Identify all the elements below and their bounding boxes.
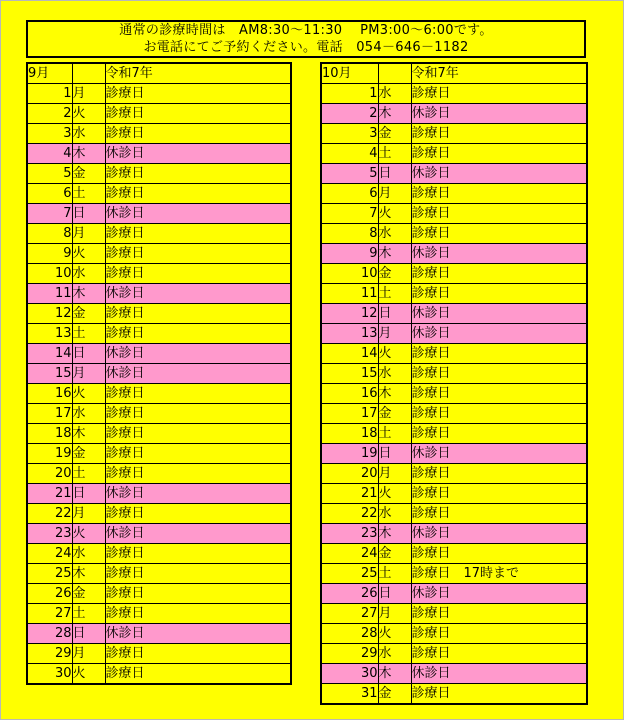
calendar-day-row	[27, 224, 291, 244]
calendar-day-row	[27, 604, 291, 624]
status-label: 診療日	[411, 464, 587, 484]
calendar-day-row	[321, 84, 587, 104]
day-number: 9	[321, 244, 378, 264]
status-label: 診療日	[411, 684, 587, 705]
calendar-day-row	[27, 124, 291, 144]
calendar-day-row	[27, 404, 291, 424]
day-number: 24	[27, 544, 72, 564]
weekday-label: 木	[72, 424, 105, 444]
weekday-label: 月	[72, 224, 105, 244]
calendar-day-row	[321, 344, 587, 364]
day-number: 15	[27, 364, 72, 384]
status-label: 診療日	[105, 104, 291, 124]
status-label: 休診日	[411, 304, 587, 324]
calendar-day-row	[321, 124, 587, 144]
status-label: 診療日	[105, 164, 291, 184]
day-number: 5	[321, 164, 378, 184]
day-number: 31	[321, 684, 378, 705]
day-number: 10	[321, 264, 378, 284]
calendar-day-row	[321, 104, 587, 124]
status-label: 診療日	[411, 504, 587, 524]
weekday-label: 土	[378, 284, 411, 304]
calendar-day-row	[27, 244, 291, 264]
status-label: 診療日	[411, 644, 587, 664]
calendar-day-row	[27, 384, 291, 404]
weekday-label: 金	[378, 684, 411, 705]
weekday-label: 月	[378, 604, 411, 624]
calendar-day-row	[321, 664, 587, 684]
weekday-label: 月	[72, 644, 105, 664]
weekday-label: 火	[72, 664, 105, 685]
weekday-label: 火	[72, 384, 105, 404]
calendar-day-row	[321, 404, 587, 424]
status-label: 診療日	[105, 604, 291, 624]
status-label: 診療日	[105, 184, 291, 204]
weekday-label: 水	[378, 224, 411, 244]
month-label: 10月	[321, 63, 378, 84]
calendar-day-row	[27, 204, 291, 224]
calendar-day-row	[321, 644, 587, 664]
weekday-label: 木	[378, 664, 411, 684]
calendar-day-row	[321, 164, 587, 184]
weekday-label: 水	[378, 84, 411, 104]
calendar-day-row	[321, 264, 587, 284]
status-label: 休診日	[411, 244, 587, 264]
weekday-label: 火	[378, 484, 411, 504]
status-label: 診療日	[411, 624, 587, 644]
weekday-label: 金	[72, 164, 105, 184]
status-label: 診療日	[105, 444, 291, 464]
status-label: 診療日	[411, 124, 587, 144]
calendar-day-row	[27, 464, 291, 484]
weekday-label: 木	[378, 104, 411, 124]
status-label: 診療日	[105, 84, 291, 104]
calendar-day-row	[321, 504, 587, 524]
hours-line: 通常の診療時間は AM8:30～11:30 PM3:00～6:00です。	[119, 23, 493, 38]
day-number: 30	[321, 664, 378, 684]
calendar-day-row	[27, 644, 291, 664]
day-number: 29	[27, 644, 72, 664]
day-number: 9	[27, 244, 72, 264]
status-label: 診療日	[411, 224, 587, 244]
status-label: 診療日 17時まで	[411, 564, 587, 584]
day-number: 27	[27, 604, 72, 624]
weekday-label: 水	[378, 364, 411, 384]
day-number: 21	[321, 484, 378, 504]
status-label: 診療日	[105, 304, 291, 324]
calendar-day-row	[27, 524, 291, 544]
calendar-day-row	[27, 624, 291, 644]
day-number: 16	[321, 384, 378, 404]
status-label: 診療日	[411, 344, 587, 364]
calendar-header-row	[321, 63, 587, 84]
calendar-day-row	[321, 144, 587, 164]
calendar-day-row	[27, 544, 291, 564]
weekday-label: 金	[72, 584, 105, 604]
calendar-day-row	[321, 184, 587, 204]
status-label: 診療日	[105, 584, 291, 604]
status-label: 診療日	[411, 604, 587, 624]
calendar-day-row	[321, 224, 587, 244]
calendar-day-row	[321, 384, 587, 404]
status-label: 診療日	[411, 204, 587, 224]
day-number: 1	[321, 84, 378, 104]
calendar-day-row	[27, 584, 291, 604]
day-number: 25	[321, 564, 378, 584]
status-label: 診療日	[105, 424, 291, 444]
day-number: 2	[27, 104, 72, 124]
calendar-day-row	[27, 504, 291, 524]
status-label: 診療日	[105, 544, 291, 564]
weekday-label: 土	[72, 464, 105, 484]
weekday-label: 水	[72, 404, 105, 424]
weekday-label: 土	[72, 324, 105, 344]
calendar-day-row	[321, 484, 587, 504]
calendar-day-row	[27, 84, 291, 104]
weekday-label: 木	[378, 244, 411, 264]
day-number: 11	[321, 284, 378, 304]
calendar-day-row	[27, 284, 291, 304]
status-label: 休診日	[105, 524, 291, 544]
calendar-day-row	[321, 564, 587, 584]
day-number: 28	[321, 624, 378, 644]
weekday-label: 日	[378, 444, 411, 464]
status-label: 休診日	[105, 144, 291, 164]
weekday-label: 月	[72, 84, 105, 104]
status-label: 診療日	[411, 84, 587, 104]
weekday-label: 金	[72, 444, 105, 464]
weekday-label: 火	[378, 344, 411, 364]
status-label: 診療日	[411, 384, 587, 404]
calendar-day-row	[27, 164, 291, 184]
day-number: 7	[321, 204, 378, 224]
day-number: 22	[321, 504, 378, 524]
day-number: 17	[321, 404, 378, 424]
weekday-label: 木	[72, 144, 105, 164]
status-label: 診療日	[411, 484, 587, 504]
calendar-day-row	[321, 544, 587, 564]
day-number: 13	[27, 324, 72, 344]
calendar-day-row	[27, 304, 291, 324]
day-number: 3	[27, 124, 72, 144]
calendar-day-row	[27, 324, 291, 344]
weekday-label: 火	[378, 624, 411, 644]
weekday-label: 水	[72, 544, 105, 564]
day-number: 1	[27, 84, 72, 104]
calendar-october	[320, 62, 588, 705]
day-number: 6	[27, 184, 72, 204]
day-number: 5	[27, 164, 72, 184]
day-number: 14	[27, 344, 72, 364]
day-number: 28	[27, 624, 72, 644]
weekday-label: 火	[378, 204, 411, 224]
era-label: 令和7年	[411, 63, 587, 84]
status-label: 診療日	[411, 144, 587, 164]
calendar-day-row	[321, 424, 587, 444]
status-label: 診療日	[105, 504, 291, 524]
blank-cell	[72, 63, 105, 84]
day-number: 18	[321, 424, 378, 444]
day-number: 7	[27, 204, 72, 224]
day-number: 15	[321, 364, 378, 384]
weekday-label: 金	[72, 304, 105, 324]
status-label: 診療日	[105, 664, 291, 685]
weekday-label: 火	[72, 104, 105, 124]
day-number: 25	[27, 564, 72, 584]
weekday-label: 火	[72, 244, 105, 264]
calendar-day-row	[321, 444, 587, 464]
status-label: 診療日	[105, 404, 291, 424]
weekday-label: 土	[72, 604, 105, 624]
calendar-day-row	[321, 604, 587, 624]
status-label: 休診日	[105, 364, 291, 384]
day-number: 17	[27, 404, 72, 424]
status-label: 診療日	[411, 364, 587, 384]
calendar-day-row	[321, 364, 587, 384]
blank-cell	[378, 63, 411, 84]
weekday-label: 日	[378, 584, 411, 604]
calendar-day-row	[27, 444, 291, 464]
day-number: 24	[321, 544, 378, 564]
weekday-label: 日	[72, 484, 105, 504]
weekday-label: 土	[378, 424, 411, 444]
calendar-day-row	[27, 664, 291, 685]
calendar-day-row	[27, 184, 291, 204]
weekday-label: 土	[72, 184, 105, 204]
day-number: 4	[27, 144, 72, 164]
weekday-label: 水	[72, 264, 105, 284]
calendar-day-row	[321, 464, 587, 484]
weekday-label: 金	[378, 264, 411, 284]
calendar-day-row	[27, 344, 291, 364]
day-number: 8	[321, 224, 378, 244]
calendar-day-row	[27, 424, 291, 444]
weekday-label: 水	[378, 644, 411, 664]
day-number: 20	[27, 464, 72, 484]
day-number: 22	[27, 504, 72, 524]
calendar-day-row	[321, 324, 587, 344]
weekday-label: 金	[378, 544, 411, 564]
day-number: 19	[321, 444, 378, 464]
status-label: 診療日	[105, 324, 291, 344]
weekday-label: 金	[378, 404, 411, 424]
day-number: 23	[27, 524, 72, 544]
day-number: 21	[27, 484, 72, 504]
weekday-label: 月	[378, 184, 411, 204]
day-number: 10	[27, 264, 72, 284]
day-number: 26	[321, 584, 378, 604]
day-number: 13	[321, 324, 378, 344]
status-label: 診療日	[411, 424, 587, 444]
status-label: 診療日	[105, 464, 291, 484]
status-label: 休診日	[105, 484, 291, 504]
weekday-label: 金	[378, 124, 411, 144]
day-number: 3	[321, 124, 378, 144]
status-label: 診療日	[411, 184, 587, 204]
day-number: 16	[27, 384, 72, 404]
weekday-label: 火	[72, 524, 105, 544]
day-number: 2	[321, 104, 378, 124]
status-label: 診療日	[105, 224, 291, 244]
day-number: 30	[27, 664, 72, 685]
weekday-label: 月	[378, 324, 411, 344]
status-label: 休診日	[411, 584, 587, 604]
weekday-label: 木	[72, 284, 105, 304]
calendar-day-row	[321, 624, 587, 644]
hours-notice	[26, 20, 586, 58]
calendar-day-row	[321, 204, 587, 224]
calendar-day-row	[27, 564, 291, 584]
status-label: 休診日	[105, 344, 291, 364]
status-label: 診療日	[411, 264, 587, 284]
status-label: 休診日	[411, 444, 587, 464]
calendar-september	[26, 62, 292, 685]
day-number: 12	[321, 304, 378, 324]
weekday-label: 木	[378, 524, 411, 544]
calendar-day-row	[321, 244, 587, 264]
day-number: 8	[27, 224, 72, 244]
day-number: 4	[321, 144, 378, 164]
day-number: 12	[27, 304, 72, 324]
phone-line: お電話にてご予約ください。電話 054－646－1182	[143, 40, 469, 55]
weekday-label: 水	[378, 504, 411, 524]
calendar-day-row	[27, 364, 291, 384]
status-label: 診療日	[105, 244, 291, 264]
status-label: 休診日	[105, 284, 291, 304]
day-number: 27	[321, 604, 378, 624]
status-label: 診療日	[411, 544, 587, 564]
calendar-day-row	[27, 484, 291, 504]
day-number: 11	[27, 284, 72, 304]
weekday-label: 木	[378, 384, 411, 404]
calendar-day-row	[321, 684, 587, 705]
weekday-label: 木	[72, 564, 105, 584]
day-number: 19	[27, 444, 72, 464]
weekday-label: 月	[72, 504, 105, 524]
status-label: 診療日	[105, 124, 291, 144]
month-label: 9月	[27, 63, 72, 84]
status-label: 診療日	[105, 384, 291, 404]
status-label: 休診日	[105, 624, 291, 644]
day-number: 29	[321, 644, 378, 664]
calendar-day-row	[321, 284, 587, 304]
status-label: 休診日	[411, 324, 587, 344]
calendar-day-row	[321, 584, 587, 604]
weekday-label: 土	[378, 564, 411, 584]
day-number: 18	[27, 424, 72, 444]
weekday-label: 日	[72, 204, 105, 224]
status-label: 休診日	[411, 104, 587, 124]
status-label: 休診日	[411, 664, 587, 684]
calendar-header-row	[27, 63, 291, 84]
day-number: 14	[321, 344, 378, 364]
calendar-day-row	[321, 524, 587, 544]
day-number: 20	[321, 464, 378, 484]
weekday-label: 土	[378, 144, 411, 164]
weekday-label: 日	[72, 624, 105, 644]
era-label: 令和7年	[105, 63, 291, 84]
day-number: 26	[27, 584, 72, 604]
weekday-label: 日	[378, 304, 411, 324]
status-label: 診療日	[411, 284, 587, 304]
status-label: 診療日	[105, 644, 291, 664]
weekday-label: 水	[72, 124, 105, 144]
status-label: 診療日	[411, 404, 587, 424]
calendar-day-row	[321, 304, 587, 324]
day-number: 23	[321, 524, 378, 544]
status-label: 休診日	[411, 164, 587, 184]
weekday-label: 日	[72, 344, 105, 364]
calendar-day-row	[27, 144, 291, 164]
calendar-day-row	[27, 104, 291, 124]
weekday-label: 月	[72, 364, 105, 384]
status-label: 休診日	[411, 524, 587, 544]
weekday-label: 日	[378, 164, 411, 184]
status-label: 診療日	[105, 264, 291, 284]
status-label: 休診日	[105, 204, 291, 224]
weekday-label: 月	[378, 464, 411, 484]
status-label: 診療日	[105, 564, 291, 584]
calendar-day-row	[27, 264, 291, 284]
day-number: 6	[321, 184, 378, 204]
